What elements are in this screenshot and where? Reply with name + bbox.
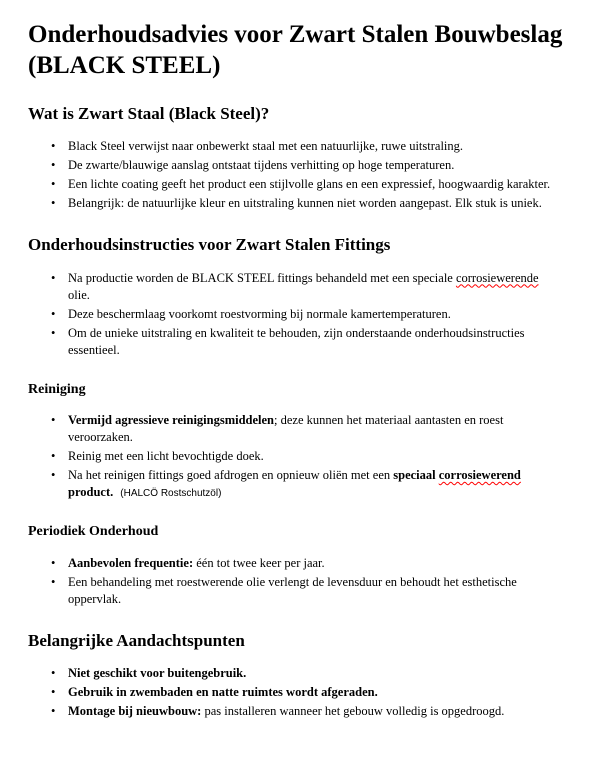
list-item [68, 325, 551, 359]
list-item-text: olie. [68, 287, 90, 302]
list-item-text: Deze beschermlaag voorkomt roestvorming bij normale kamertemperaturen. [68, 306, 451, 321]
list-item [68, 176, 551, 193]
list-item-text: Reinig met een licht bevochtigde doek. [68, 449, 264, 463]
list-item [68, 684, 551, 701]
instructions-list [28, 270, 579, 359]
periodic-list [28, 555, 579, 608]
bold-lead: Aanbevolen frequentie: [68, 555, 194, 570]
list-item-text: Na het reinigen fittings goed afdrogen en opnieuw oliën met een [68, 468, 394, 482]
bold-lead: Gebruik in zwembaden en natte ruimtes wordt afgeraden. [68, 684, 378, 699]
list-item-text: Een behandeling met roestwerende olie verlengt de levensduur en behoudt het esthetische oppervlak. [68, 574, 517, 606]
product-note: (HALCÖ Rostschutzöl) [120, 488, 222, 499]
subsection-heading-reiniging: Reiniging [28, 381, 86, 397]
list-item [68, 467, 551, 501]
misspelled-word: corrosiewerend [438, 468, 521, 482]
attention-list [28, 665, 579, 720]
list-item [68, 665, 551, 682]
list-item-text: Black Steel verwijst naar onbewerkt staal met een natuurlijke, ruwe uitstraling. [68, 139, 464, 154]
section-heading-aandachtspunten: Belangrijke Aandachtspunten [28, 630, 245, 650]
list-item-text: ; deze kunnen het materiaal aantasten en roest veroorzaken. [68, 413, 504, 444]
list-item-text: Een lichte coating geeft het product een stijlvolle glans en een expressief, hoogwaardig karakter. [68, 177, 551, 192]
misspelled-word: corrosiewerende [455, 270, 539, 285]
bold-lead: Vermijd agressieve reinigingsmiddelen [68, 413, 275, 427]
what-is-list [28, 138, 579, 212]
bold-phrase: speciaal [393, 468, 439, 482]
page-title: Onderhoudsadvies voor Zwart Stalen Bouwbeslag (BLACK STEEL) [28, 21, 563, 79]
list-item-text: Belangrijk: de natuurlijke kleur en uitstraling kunnen niet worden aangepast. Elk stuk is uniek. [68, 196, 542, 211]
subsection-heading-periodiek-onderhoud: Periodiek Onderhoud [28, 524, 159, 539]
list-item [68, 270, 551, 304]
list-item [68, 138, 551, 155]
bold-lead: Montage bij nieuwbouw: [68, 703, 202, 718]
list-item [68, 412, 551, 446]
list-item [68, 157, 551, 174]
list-item [68, 448, 551, 465]
list-item [68, 703, 551, 720]
list-item-text: Na productie worden de BLACK STEEL fittings behandeld met een speciale [68, 270, 456, 285]
list-item [68, 306, 551, 323]
list-item-text: één tot twee keer per jaar. [193, 555, 325, 570]
list-item-text: pas installeren wanneer het gebouw volledig is opgedroogd. [201, 703, 505, 718]
section-heading-what-is: Wat is Zwart Staal (Black Steel)? [28, 104, 270, 123]
list-item [68, 195, 551, 212]
list-item [68, 555, 551, 572]
section-heading-instructions: Onderhoudsinstructies voor Zwart Stalen Fittings [28, 235, 391, 255]
list-item-text: De zwarte/blauwige aanslag ontstaat tijdens verhitting op hoge temperaturen. [68, 158, 455, 173]
cleaning-list [28, 412, 579, 501]
bold-phrase: product. [68, 485, 114, 499]
list-item [68, 574, 551, 608]
list-item-text: Om de unieke uitstraling en kwaliteit te behouden, zijn onderstaande onderhoudsinstructies essentieel. [68, 325, 525, 357]
bold-lead: Niet geschikt voor buitengebruik. [68, 665, 247, 680]
